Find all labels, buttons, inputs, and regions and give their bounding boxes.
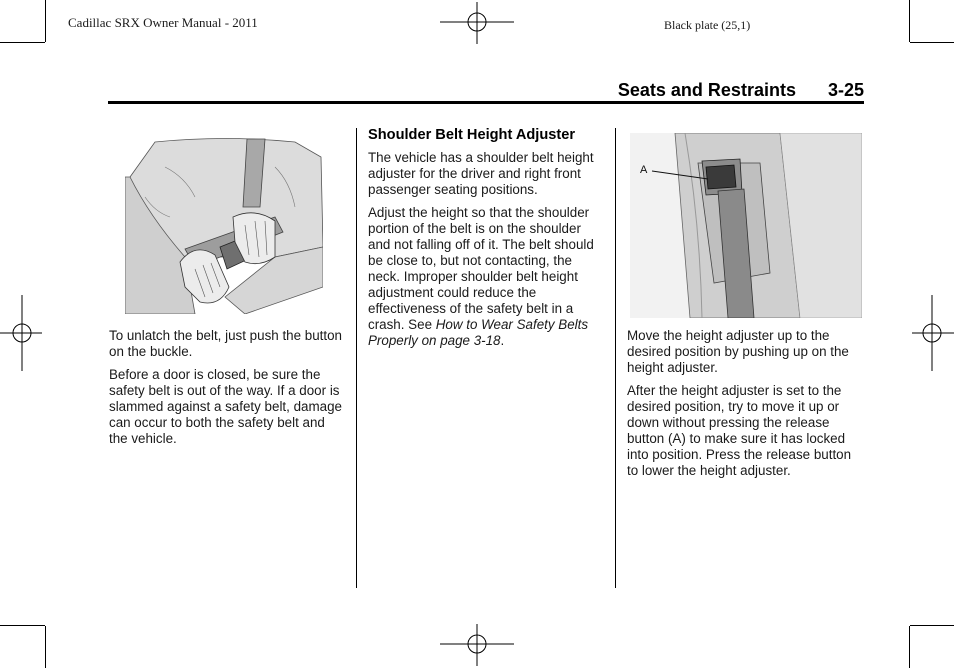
section-heading (560, 80, 864, 101)
column-1-text (109, 328, 345, 454)
registration-mark-right (912, 295, 954, 371)
paragraph-end: . (500, 333, 505, 348)
section-title: Seats and Restraints (617, 80, 796, 100)
crop-mark (0, 42, 45, 43)
paragraph: The vehicle has a shoulder belt height adjuster for the driver and right front passenger seating positions. (368, 150, 594, 197)
crop-mark (909, 626, 910, 668)
registration-mark-top (440, 2, 514, 44)
column-divider (615, 128, 616, 588)
header-rule (108, 101, 864, 104)
registration-mark-left (0, 295, 42, 371)
paragraph: After the height adjuster is set to the desired position, try to move it up or down without pressing the release button (A) to make sure it has locked into position. Press the release button to lower the height adjuster. (627, 383, 852, 478)
height-adjuster-illustration (630, 133, 862, 318)
callout-label-a: A (640, 164, 648, 176)
paragraph: To unlatch the belt, just push the button on the buckle. (109, 328, 343, 359)
column-divider (356, 128, 357, 588)
crop-mark (910, 625, 954, 626)
crop-mark (45, 626, 46, 668)
paragraph: Move the height adjuster up to the desired position by pushing up on the height adjuster. (627, 328, 849, 375)
crop-mark (909, 0, 910, 42)
column-2-text (368, 127, 604, 356)
buckle-release-illustration (125, 137, 323, 314)
registration-mark-bottom (440, 624, 514, 666)
crop-mark (45, 0, 46, 42)
crop-mark (910, 42, 954, 43)
column-3-text (627, 328, 865, 486)
running-header-left: Cadillac SRX Owner Manual - 2011 (68, 15, 258, 30)
running-header-right: Black plate (25,1) (664, 18, 751, 32)
paragraph-text: Adjust the height so that the shoulder portion of the belt is on the shoulder and not falling off of it. The belt should be close to, but not contacting, the neck. Improper shoulder belt height adjustment could reduce the effectiveness of the safety belt in a crash. See (368, 205, 594, 332)
paragraph: Before a door is closed, be sure the safety belt is out of the way. If a door is slammed against a safety belt, damage can occur to both the safety belt and the vehicle. (109, 367, 342, 446)
cross-reference-link[interactable]: How to Wear Safety Belts Properly on page 3-18 (368, 317, 589, 348)
paragraph (368, 205, 604, 349)
page-number: 3-25 (827, 80, 864, 100)
crop-mark (0, 625, 45, 626)
subsection-heading: Shoulder Belt Height Adjuster (368, 127, 576, 143)
